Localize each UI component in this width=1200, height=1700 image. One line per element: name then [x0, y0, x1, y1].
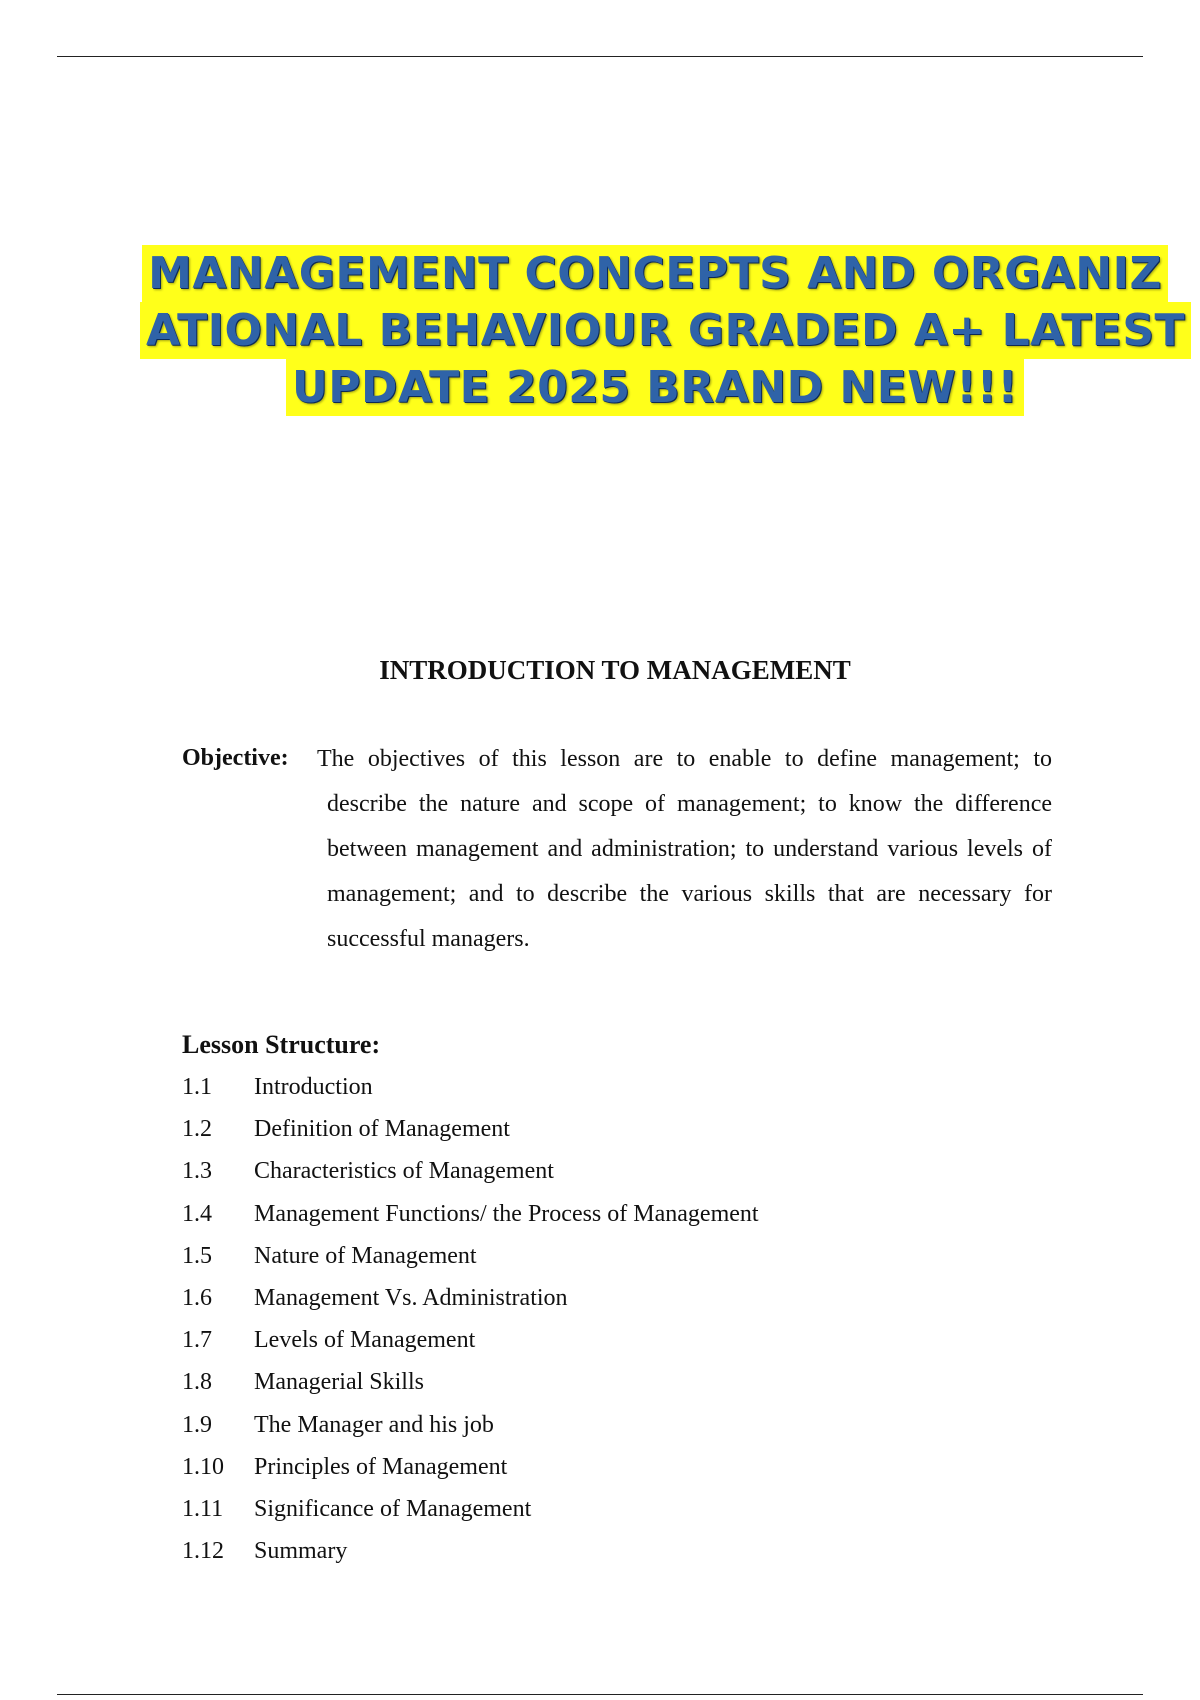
lesson-title: Significance of Management: [254, 1495, 532, 1522]
lesson-number: 1.4: [182, 1200, 212, 1227]
lesson-item: [182, 1193, 982, 1235]
lesson-title: Management Vs. Administration: [254, 1284, 568, 1311]
lesson-number: 1.6: [182, 1284, 212, 1311]
lesson-title: Characteristics of Management: [254, 1158, 554, 1185]
objective-label: Objective:: [182, 745, 289, 771]
bottom-divider: [57, 1694, 1143, 1695]
lesson-item: [182, 1066, 982, 1108]
lesson-item: [182, 1277, 982, 1319]
lesson-number: 1.5: [182, 1242, 212, 1269]
lesson-item: [182, 1404, 982, 1446]
title-line-2: ATIONAL BEHAVIOUR GRADED A+ LATEST: [140, 302, 1191, 359]
document-title: [140, 245, 1186, 416]
lesson-number: 1.12: [182, 1538, 224, 1565]
lesson-title: Introduction: [254, 1074, 373, 1100]
lesson-structure-heading: Lesson Structure:: [182, 1030, 381, 1059]
lesson-item: [182, 1235, 982, 1277]
lesson-title: Levels of Management: [254, 1327, 476, 1354]
lesson-title: The Manager and his job: [254, 1411, 494, 1438]
lesson-number: 1.9: [182, 1411, 212, 1438]
lesson-title: Nature of Management: [254, 1242, 477, 1269]
lesson-number: 1.1: [182, 1074, 212, 1100]
lesson-list: [182, 1066, 982, 1572]
lesson-number: 1.2: [182, 1116, 212, 1143]
lesson-title: Managerial Skills: [254, 1369, 424, 1396]
lesson-item: [182, 1530, 982, 1572]
top-divider: [57, 56, 1143, 57]
lesson-structure: [182, 1030, 982, 1572]
lesson-number: 1.10: [182, 1453, 224, 1480]
lesson-item: [182, 1361, 982, 1403]
lesson-title: Management Functions/ the Process of Management: [254, 1200, 759, 1227]
lesson-number: 1.11: [182, 1495, 224, 1522]
lesson-item: [182, 1488, 982, 1530]
title-line-1: MANAGEMENT CONCEPTS AND ORGANIZ: [142, 245, 1168, 302]
lesson-title: Principles of Management: [254, 1453, 508, 1480]
section-heading: INTRODUCTION TO MANAGEMENT: [379, 655, 851, 685]
lesson-item: [182, 1150, 982, 1192]
lesson-item: [182, 1108, 982, 1150]
lesson-title: Definition of Management: [254, 1116, 510, 1143]
lesson-title: Summary: [254, 1538, 348, 1565]
lesson-number: 1.3: [182, 1158, 212, 1185]
title-line-3: UPDATE 2025 BRAND NEW!!!: [286, 359, 1024, 416]
lesson-item: [182, 1319, 982, 1361]
lesson-number: 1.8: [182, 1369, 212, 1396]
lesson-number: 1.7: [182, 1327, 212, 1354]
objective-block: [182, 745, 1052, 962]
lesson-item: [182, 1446, 982, 1488]
objective-text: The objectives of this lesson are to enable to define management; to describe the nature and scope of management; to know the difference between management and administration; to understand various levels of management; and to describe the various skills that are necessary for successful managers.: [317, 746, 1052, 952]
